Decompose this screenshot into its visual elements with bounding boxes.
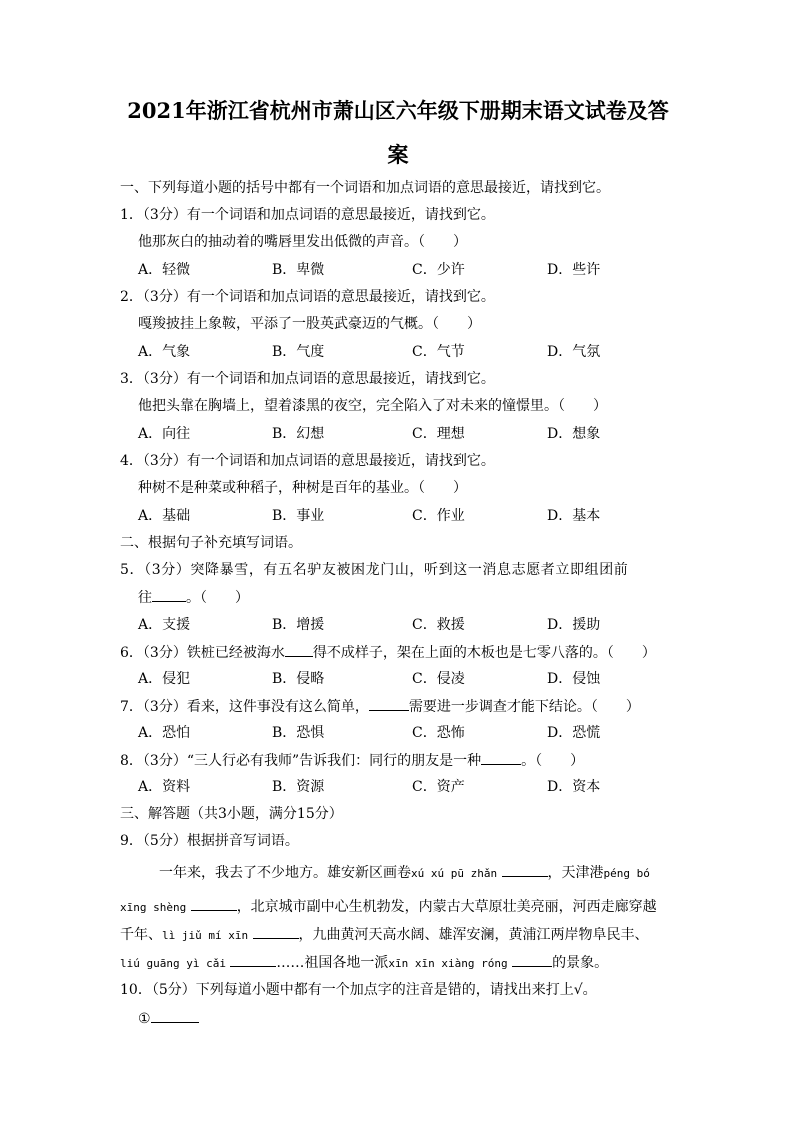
question-6-stem: 6．（3分）铁桩已经被海水 得不成样子，架在上面的木板也是七零八落的。（ ） <box>120 642 656 663</box>
question-7-option-d: D．恐慌 <box>547 725 601 741</box>
question-8-blank[interactable] <box>481 750 521 765</box>
question-2-option-d: D．气氛 <box>547 344 601 360</box>
question-1-sentence: 他那灰白的抽动着的嘴唇里发出低微的声音。（ ） <box>138 234 467 250</box>
question-8-stem: 8．（3分）“三人行必有我师”告诉我们：同行的朋友是一种 。（ ） <box>120 750 584 771</box>
question-6-option-d: D．侵蚀 <box>547 671 601 687</box>
question-8-option-c: C．资产 <box>412 779 465 795</box>
question-3-option-a: A．向往 <box>138 426 191 442</box>
question-9-paragraph-line-1: 一年来，我去了不少地方。雄安新区画卷xú xú pū zhǎn ，天津港péng bó <box>159 862 650 884</box>
question-2-option-a: A．气象 <box>138 344 191 360</box>
question-4-option-c: C．作业 <box>412 508 465 524</box>
question-9-paragraph-line-2: xīng shèng ，北京城市副中心生机勃发，内蒙古大草原壮美亮丽，河西走廊穿越 <box>120 896 657 918</box>
question-3-option-c: C．理想 <box>412 426 465 442</box>
question-5-option-d: D．援助 <box>547 617 601 633</box>
question-1-option-c: C．少许 <box>412 262 465 278</box>
question-2-stem: 2．（3分）有一个词语和加点词语的意思最接近，请找到它。 <box>120 289 495 305</box>
question-5-line-1: 5．（3分）突降暴雪，有五名驴友被困龙门山，听到这一消息志愿者立即组团前 <box>120 562 629 578</box>
question-5-option-c: C．救援 <box>412 617 465 633</box>
question-5-line-2: 往 。（ ） <box>138 587 249 608</box>
question-9-paragraph-line-4: liú guāng yì cǎi ……祖国各地一派xīn xīn xiàng róng 的景象。 <box>120 952 608 974</box>
pinyin-1: xú xú pū zhǎn <box>411 867 498 880</box>
question-8-option-b: B．资源 <box>272 779 325 795</box>
question-7-option-b: B．恐惧 <box>272 725 325 741</box>
question-8-option-a: A．资料 <box>138 779 191 795</box>
pinyin-5: liú guāng yì cǎi <box>120 957 226 970</box>
question-8-option-d: D．资本 <box>547 779 601 795</box>
question-4-sentence: 种树不是种菜或种稻子，种树是百年的基业。（ ） <box>138 480 467 496</box>
question-2-option-b: B．气度 <box>272 344 325 360</box>
section-2-heading: 二、根据句子补充填写词语。 <box>120 535 302 551</box>
question-3-sentence: 他把头靠在胸墙上，望着漆黑的夜空，完全陷入了对未来的憧憬里。（ ） <box>138 398 607 414</box>
question-6-option-a: A．侵犯 <box>138 671 191 687</box>
question-4-option-a: A．基础 <box>138 508 191 524</box>
question-2-sentence: 嘎羧披挂上象鞍，平添了一股英武豪迈的气概。（ ） <box>138 316 481 332</box>
question-10-stem: 10．（5分）下列每道小题中都有一个加点字的注音是错的，请找出来打上√。 <box>120 982 597 998</box>
question-9-blank-5[interactable] <box>512 952 552 967</box>
question-4-option-d: D．基本 <box>547 508 601 524</box>
question-10-blank-1[interactable] <box>151 1008 199 1023</box>
question-9-blank-1[interactable] <box>502 862 548 877</box>
question-7-stem: 7．（3分）看来，这件事没有这么简单， 需要进一步调查才能下结论。（ ） <box>120 696 640 717</box>
question-1-option-d: D．些许 <box>547 262 601 278</box>
question-3-stem: 3．（3分）有一个词语和加点词语的意思最接近，请找到它。 <box>120 371 495 387</box>
question-10-item-1: ① <box>138 1008 199 1029</box>
question-9-blank-2[interactable] <box>191 896 237 911</box>
question-9-paragraph-line-3: 千年、lì jiǔ mí xīn ，九曲黄河天高水阔、雄浑安澜，黄浦江两岸物阜民丰、 <box>120 924 649 946</box>
question-4-option-b: B．事业 <box>272 508 325 524</box>
question-4-stem: 4．（3分）有一个词语和加点词语的意思最接近，请找到它。 <box>120 453 495 469</box>
question-2-option-c: C．气节 <box>412 344 465 360</box>
question-9-stem: 9．（5分）根据拼音写词语。 <box>120 833 299 849</box>
exam-title: 2021年浙江省杭州市萧山区六年级下册期末语文试卷及答 <box>127 98 669 123</box>
question-1-option-b: B．卑微 <box>272 262 325 278</box>
exam-title-continued: 案 <box>387 142 409 167</box>
section-3-heading: 三、解答题（共3小题，满分15分） <box>120 806 343 822</box>
question-7-option-a: A．恐怕 <box>138 725 191 741</box>
question-1-option-a: A．轻微 <box>138 262 191 278</box>
pinyin-3: xīng shèng <box>120 901 187 914</box>
pinyin-4: lì jiǔ mí xīn <box>162 929 249 942</box>
question-7-option-c: C．恐怖 <box>412 725 465 741</box>
question-1-stem: 1．（3分）有一个词语和加点词语的意思最接近，请找到它。 <box>120 207 495 223</box>
pinyin-2: péng bó <box>603 867 650 880</box>
question-3-option-d: D．想象 <box>547 426 601 442</box>
question-9-blank-4[interactable] <box>230 952 276 967</box>
question-5-option-b: B．增援 <box>272 617 325 633</box>
question-5-blank[interactable] <box>152 587 186 602</box>
question-7-blank[interactable] <box>369 696 409 711</box>
question-6-option-b: B．侵略 <box>272 671 325 687</box>
question-5-option-a: A．支援 <box>138 617 191 633</box>
question-3-option-b: B．幻想 <box>272 426 325 442</box>
section-1-heading: 一、下列每道小题的括号中都有一个词语和加点词语的意思最接近，请找到它。 <box>120 180 610 196</box>
question-6-blank[interactable] <box>285 642 313 657</box>
pinyin-6: xīn xīn xiàng róng <box>388 957 508 970</box>
question-9-blank-3[interactable] <box>253 924 299 939</box>
question-6-option-c: C．侵凌 <box>412 671 465 687</box>
